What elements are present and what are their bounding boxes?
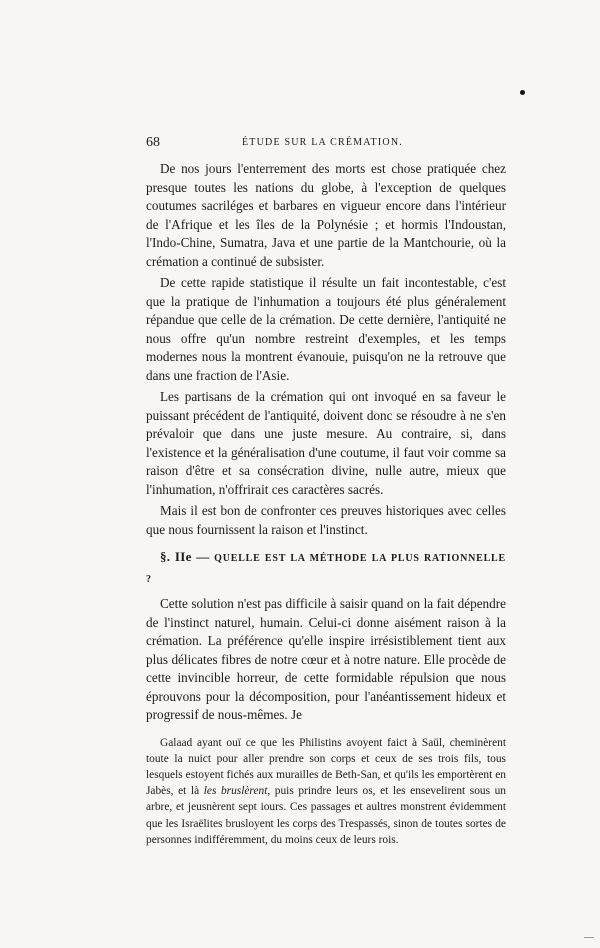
ink-speck [520,90,525,95]
page-header [146,135,506,153]
section-heading [146,548,506,589]
page-number: 68 [146,135,160,150]
section-title: QUELLE EST LA MÉTHODE LA PLUS RATIONNELLE ? [146,553,506,585]
running-title: ÉTUDE SUR LA CRÉMATION. [242,137,403,148]
footnote-em: les bruslèrent [203,785,268,798]
section-paragraph: Cette solution n'est pas difficile à saisir quand on la fait dépendre de l'instinct naturel, humain. Celui-ci donne aisément raison à la crémation. La préférence qu'elle inspire irrésistiblement tient aux plus délicates fibres de notre cœur et à notre nature. Elle procède de cette invincible horreur, de cette formidable répulsion que nous éprouvons pour la décomposition, pour l'anéantissement hideux et progressif de nous-mêmes. Je [146,596,506,722]
paragraph-1: De nos jours l'enterrement des morts est chose pratiquée chez presque toutes les nations du globe, à l'exception de quelques coutumes sacriléges et barbares en vigueur encore dans l'intérieur de l'Afrique et les îles de la Polynésie ; et hormis l'Indoustan, l'Indo-Chine, Sumatra, Java et une partie de la Mantchourie, où la crémation a continué de subsister. [146,161,506,269]
paragraph-2: De cette rapide statistique il résulte un fait incontestable, c'est que la pratique de l'inhumation a toujours été plus généralement répandue que celle de la crémation. De cette dernière, l'antiquité ne nous offre qu'un nombre restreint d'exemples, et les temps modernes nous la montrent évanouie, puisqu'on ne la retrouve que dans une fraction de l'Asie. [146,275,506,383]
footnote-text-after: , puis prindre leurs os, et les ensevelirent sous un arbre, et jeusnèrent sept iours. Ces passages et aultres monstrent évidemment que les Israëlites brusloyent les corps des Trespassés, sinon de toutes sortes de personnes indifféremment, du moins ceux de leurs rois. [146,785,506,846]
scan-edge-mark [584,937,594,942]
paragraph-3: Les partisans de la crémation qui ont invoqué en sa faveur le puissant précédent de l'antiquité, doivent donc se résoudre à ne s'en prévaloir que dans une juste mesure. Au contraire, si, dans l'existence et la généralisation d'une coutume, il faut voir comme sa raison d'être et sa consécration divine, nulle autre, mieux que l'inhumation, n'offrirait ces caractères sacrés. [146,389,506,497]
page-body [146,160,506,851]
footnote-text-before: Galaad ayant ouï ce que les Philistins avoyent faict à Saül, cheminèrent toute la nuict pour aller prendre son corps et ceux de ses trois fils, tous lesquels estoyent fichés aux murailles de Beth-San, et qu'ils les emportèrent en Jabès, et là [146,736,506,798]
section-label: §. IIe — [160,549,210,564]
footnote [146,735,506,848]
paragraph-4: Mais il est bon de confronter ces preuves historiques avec celles que nous fournissent la raison et l'instinct. [146,503,506,537]
